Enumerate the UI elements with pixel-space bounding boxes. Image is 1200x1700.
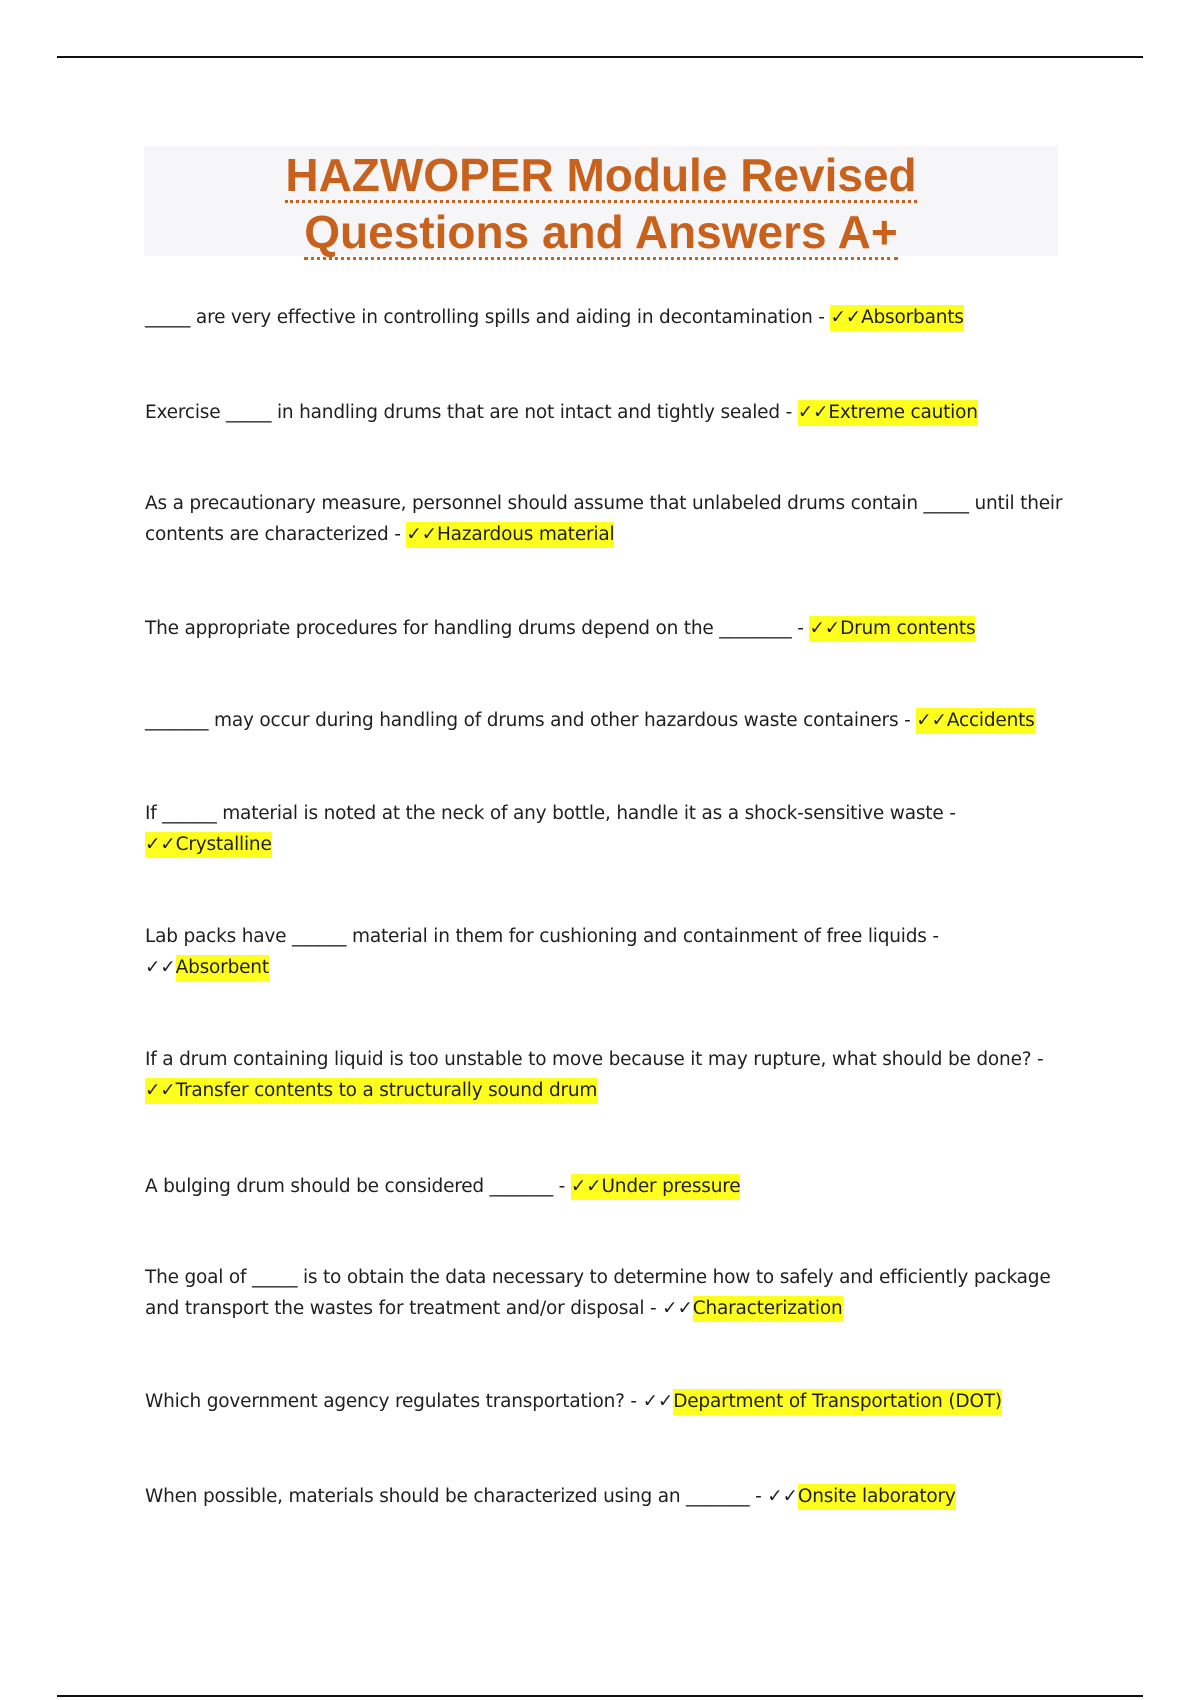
qa-item-10 <box>145 1262 1065 1324</box>
check-mark-icon: ✓✓ <box>570 1176 602 1197</box>
check-mark-icon: ✓✓ <box>145 834 176 855</box>
qa-item-8 <box>145 1044 1065 1106</box>
answer-text: Under pressure <box>601 1176 741 1197</box>
check-mark-icon: ✓✓ <box>662 1298 693 1319</box>
qa-item-12 <box>145 1481 1065 1512</box>
answer-text: Drum contents <box>840 618 976 639</box>
top-rule <box>57 56 1143 58</box>
answer-text: Accidents <box>946 710 1035 731</box>
check-mark-icon: ✓✓ <box>767 1486 798 1507</box>
check-mark-icon: ✓✓ <box>916 710 947 731</box>
answer-text: Characterization <box>692 1298 843 1319</box>
qa-item-7 <box>145 921 1065 983</box>
question-text: Exercise _____ in handling drums that are not intact and tightly sealed - <box>145 402 798 423</box>
answer-text: Onsite laboratory <box>797 1486 956 1507</box>
qa-item-3 <box>145 488 1065 550</box>
question-text: The appropriate procedures for handling drums depend on the ________ - <box>145 618 810 639</box>
question-text: Lab packs have ______ material in them for cushioning and containment of free liquids - <box>145 926 939 947</box>
qa-item-6 <box>145 798 1065 860</box>
question-text: A bulging drum should be considered _______ - <box>145 1176 571 1197</box>
page-title-line-2: Questions and Answers A+ <box>304 206 898 258</box>
answer-highlight <box>916 708 1034 734</box>
answer-highlight <box>176 955 269 981</box>
answer-text: Absorbent <box>175 957 269 978</box>
answer-highlight <box>145 1078 597 1104</box>
answer-highlight <box>693 1296 843 1322</box>
answer-text: Hazardous material <box>436 524 615 545</box>
check-mark-icon: ✓✓ <box>830 307 862 328</box>
qa-item-1 <box>145 302 1065 333</box>
check-mark-icon: ✓✓ <box>145 957 176 978</box>
question-text: _____ are very effective in controlling spills and aiding in decontamination - <box>145 307 831 328</box>
answer-text: Department of Transportation (DOT) <box>673 1391 1002 1412</box>
answer-text: Crystalline <box>175 834 272 855</box>
qa-item-2 <box>145 397 1065 428</box>
question-text: If ______ material is noted at the neck of any bottle, handle it as a shock-sensitive waste - <box>145 803 956 824</box>
answer-highlight <box>798 400 978 426</box>
question-text: _______ may occur during handling of drums and other hazardous waste containers - <box>145 710 917 731</box>
answer-text: Absorbants <box>861 307 964 328</box>
answer-highlight <box>406 522 614 548</box>
answer-text: Transfer contents to a structurally sound drum <box>175 1080 598 1101</box>
page-title-line-1: HAZWOPER Module Revised <box>285 149 917 201</box>
qa-item-11 <box>145 1386 1065 1417</box>
check-mark-icon: ✓✓ <box>145 1080 176 1101</box>
check-mark-icon: ✓✓ <box>797 402 829 423</box>
question-text: As a precautionary measure, personnel should assume that unlabeled drums contain _____ until their contents are characterized - <box>145 493 1063 545</box>
question-text: When possible, materials should be characterized using an _______ - <box>145 1486 768 1507</box>
qa-item-4 <box>145 613 1065 644</box>
check-mark-icon: ✓✓ <box>642 1391 674 1412</box>
answer-highlight <box>673 1389 1002 1415</box>
answer-highlight <box>798 1484 956 1510</box>
answer-highlight <box>809 616 975 642</box>
check-mark-icon: ✓✓ <box>809 618 841 639</box>
answer-text: Extreme caution <box>828 402 978 423</box>
answer-highlight <box>145 832 272 858</box>
answer-highlight <box>830 305 963 331</box>
qa-item-9 <box>145 1171 1065 1202</box>
check-mark-icon: ✓✓ <box>406 524 437 545</box>
answer-highlight <box>571 1174 741 1200</box>
bottom-rule <box>57 1695 1143 1697</box>
question-text: If a drum containing liquid is too unstable to move because it may rupture, what should be done? - <box>145 1049 1044 1070</box>
title-banner <box>144 146 1058 256</box>
qa-item-5 <box>145 705 1065 736</box>
question-text: The goal of _____ is to obtain the data necessary to determine how to safely and efficiently package and transport the wastes for treatment and/or disposal - <box>145 1267 1051 1319</box>
question-text: Which government agency regulates transportation? - <box>145 1391 643 1412</box>
